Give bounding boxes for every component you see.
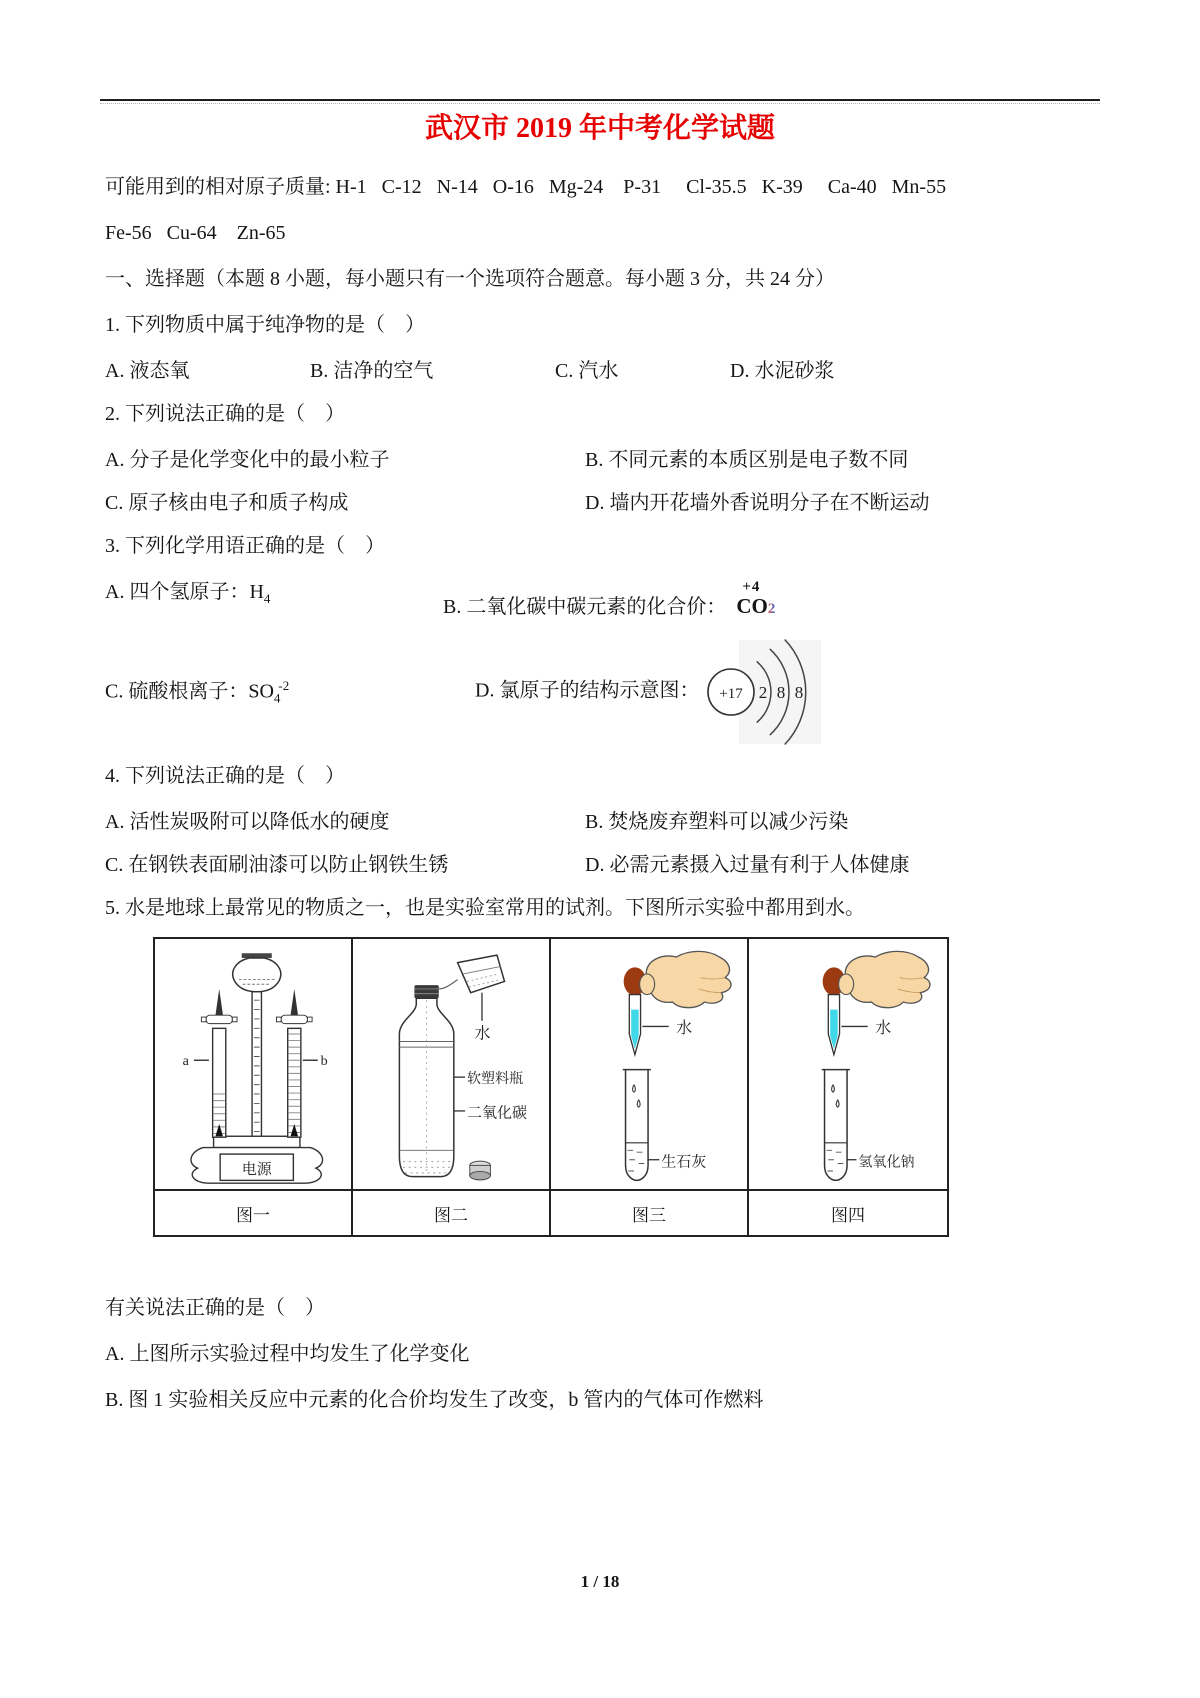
q3-options-cd (100, 638, 1100, 746)
figure-1-cell (155, 939, 353, 1191)
section-heading: 一、选择题（本题 8 小题，每小题只有一个选项符合题意。每小题 3 分，共 24 分） (105, 268, 835, 290)
thumb (839, 974, 854, 995)
q2-option-d: D. 墙内开花墙外香说明分子在不断运动 (585, 492, 930, 514)
tube-a-valve-needle (215, 989, 223, 1015)
q3-options-ab (100, 579, 1100, 621)
figure-1-caption: 图一 (155, 1191, 353, 1235)
atomic-masses-line-2: Fe-56 Cu-64 Zn-65 (105, 222, 286, 244)
q3-option-b (443, 579, 775, 621)
power-supply-label: 电源 (241, 1161, 272, 1178)
q2-options-ab (100, 447, 1100, 473)
sodium-hydroxide-label: 氢氧化钠 (858, 1154, 915, 1171)
experiment-figure-table (153, 937, 949, 1237)
test-tube (626, 1070, 649, 1181)
reservoir-bulb (233, 958, 281, 992)
q4-stem: 4. 下列说法正确的是（ ） (105, 765, 345, 787)
q1-option-b: B. 洁净的空气 (310, 360, 434, 382)
water-electrolysis-illustration (160, 942, 346, 1186)
stopcock-knob (201, 1017, 206, 1022)
tube-b-stopcock (281, 1015, 307, 1023)
stopcock-knob (232, 1017, 237, 1022)
q3-option-a-subscript: 4 (263, 591, 271, 606)
q1-option-d: D. 水泥砂浆 (730, 360, 835, 382)
q3-option-b-text: B. 二氧化碳中碳元素的化合价： (443, 596, 727, 618)
q4-option-c: C. 在钢铁表面刷油漆可以防止钢铁生锈 (105, 854, 449, 876)
water-label: 水 (474, 1025, 491, 1043)
figure-3-cell (551, 939, 749, 1191)
nucleus-charge: +17 (719, 686, 744, 702)
q2-option-b: B. 不同元素的本质区别是电子数不同 (585, 449, 909, 471)
tube-b-label: b (320, 1052, 328, 1069)
q1-option-a: A. 液态氧 (105, 360, 190, 382)
q5-option-b: B. 图 1 实验相关反应中元素的化合价均发生了改变，b 管内的气体可作燃料 (105, 1389, 764, 1411)
page-content (100, 110, 1100, 1433)
test-tube (825, 1070, 848, 1181)
figure-3-caption: 图三 (551, 1191, 749, 1235)
water-label: 水 (676, 1020, 693, 1038)
q4-option-d: D. 必需元素摄入过量有利于人体健康 (585, 854, 910, 876)
q2-option-a: A. 分子是化学变化中的最小粒子 (105, 449, 390, 471)
tube-b-valve-needle (291, 989, 299, 1015)
q3-option-a (105, 579, 443, 612)
water-stream (439, 980, 458, 989)
hand (845, 951, 930, 1007)
bottom-manifold (214, 1136, 300, 1147)
q2-stem: 2. 下列说法正确的是（ ） (105, 403, 345, 425)
q5-option-a: A. 上图所示实验过程中均发生了化学变化 (105, 1343, 470, 1365)
q5-followup: 有关说法正确的是（ ） (105, 1297, 325, 1319)
q4-options-ab (100, 809, 1100, 835)
sulfate-superscript: -2 (278, 677, 290, 693)
q4-option-a: A. 活性炭吸附可以降低水的硬度 (105, 811, 390, 833)
q1-stem: 1. 下列物质中属于纯净物的是（ ） (105, 314, 425, 336)
chlorine-atom-structure-diagram (705, 638, 827, 746)
co2-formula-subscript: 2 (767, 601, 776, 617)
q5-stem: 5. 水是地球上最常见的物质之一，也是实验室常用的试剂。下图所示实验中都用到水。 (105, 897, 865, 919)
shell-3-electrons: 8 (795, 683, 804, 702)
soft-plastic-bottle-label: 软塑料瓶 (466, 1070, 524, 1087)
q3-stem: 3. 下列化学用语正确的是（ ） (105, 535, 385, 557)
valence-number: +4 (742, 579, 761, 595)
hand (646, 951, 731, 1007)
dropper-naoh-illustration (755, 942, 941, 1186)
q2-option-c: C. 原子核由电子和质子构成 (105, 492, 349, 514)
tube-a-stopcock (206, 1015, 232, 1023)
figure-2-cell (353, 939, 551, 1191)
page-title: 武汉市 2019 年中考化学试题 (424, 113, 775, 144)
dropper-quicklime-illustration (556, 942, 742, 1186)
figure-2-caption: 图二 (353, 1191, 551, 1235)
stopcock-knob (307, 1017, 312, 1022)
atomic-masses-line-1: 可能用到的相对原子质量: H-1 C-12 N-14 O-16 Mg-24 P-31 Cl-35.5 K-39 Ca-40 Mn-55 (105, 176, 947, 198)
q3-option-c (105, 673, 475, 712)
water-label: 水 (875, 1020, 892, 1038)
tube-a (213, 1028, 226, 1137)
q1-options (100, 358, 1100, 384)
carbon-dioxide-label: 二氧化碳 (466, 1105, 527, 1122)
tube-b (288, 1028, 301, 1137)
co2-bottle-illustration (358, 942, 544, 1186)
q3-option-a-text: A. 四个氢原子：H (105, 581, 264, 603)
loose-cap-bottom (470, 1171, 491, 1179)
header-rule (100, 99, 1100, 101)
q4-option-b: B. 焚烧废弃塑料可以减少污染 (585, 811, 849, 833)
co2-formula (736, 595, 775, 621)
thumb (640, 974, 655, 995)
quicklime-label: 生石灰 (661, 1154, 707, 1171)
figure-4-caption: 图四 (831, 1205, 865, 1225)
shell-1-electrons: 2 (759, 683, 768, 702)
center-tube (252, 992, 261, 1138)
q1-option-c: C. 汽水 (555, 360, 619, 382)
page-number: 1 / 18 (580, 1572, 620, 1591)
shell-2-electrons: 8 (777, 683, 786, 702)
q4-options-cd (100, 852, 1100, 878)
bottle-cap (414, 985, 438, 998)
co2-formula-base: CO (736, 594, 768, 618)
q3-option-c-text: C. 硫酸根离子：SO (105, 680, 274, 703)
tube-a-label: a (182, 1052, 189, 1069)
stopcock-knob (276, 1017, 281, 1022)
figure-4-cell (749, 939, 947, 1191)
q2-options-cd (100, 490, 1100, 516)
sulfate-subscript: 4 (273, 690, 281, 706)
q3-option-d (475, 638, 827, 746)
q3-option-d-text: D. 氯原子的结构示意图： (475, 679, 700, 702)
co2-valence-formula (736, 579, 775, 621)
